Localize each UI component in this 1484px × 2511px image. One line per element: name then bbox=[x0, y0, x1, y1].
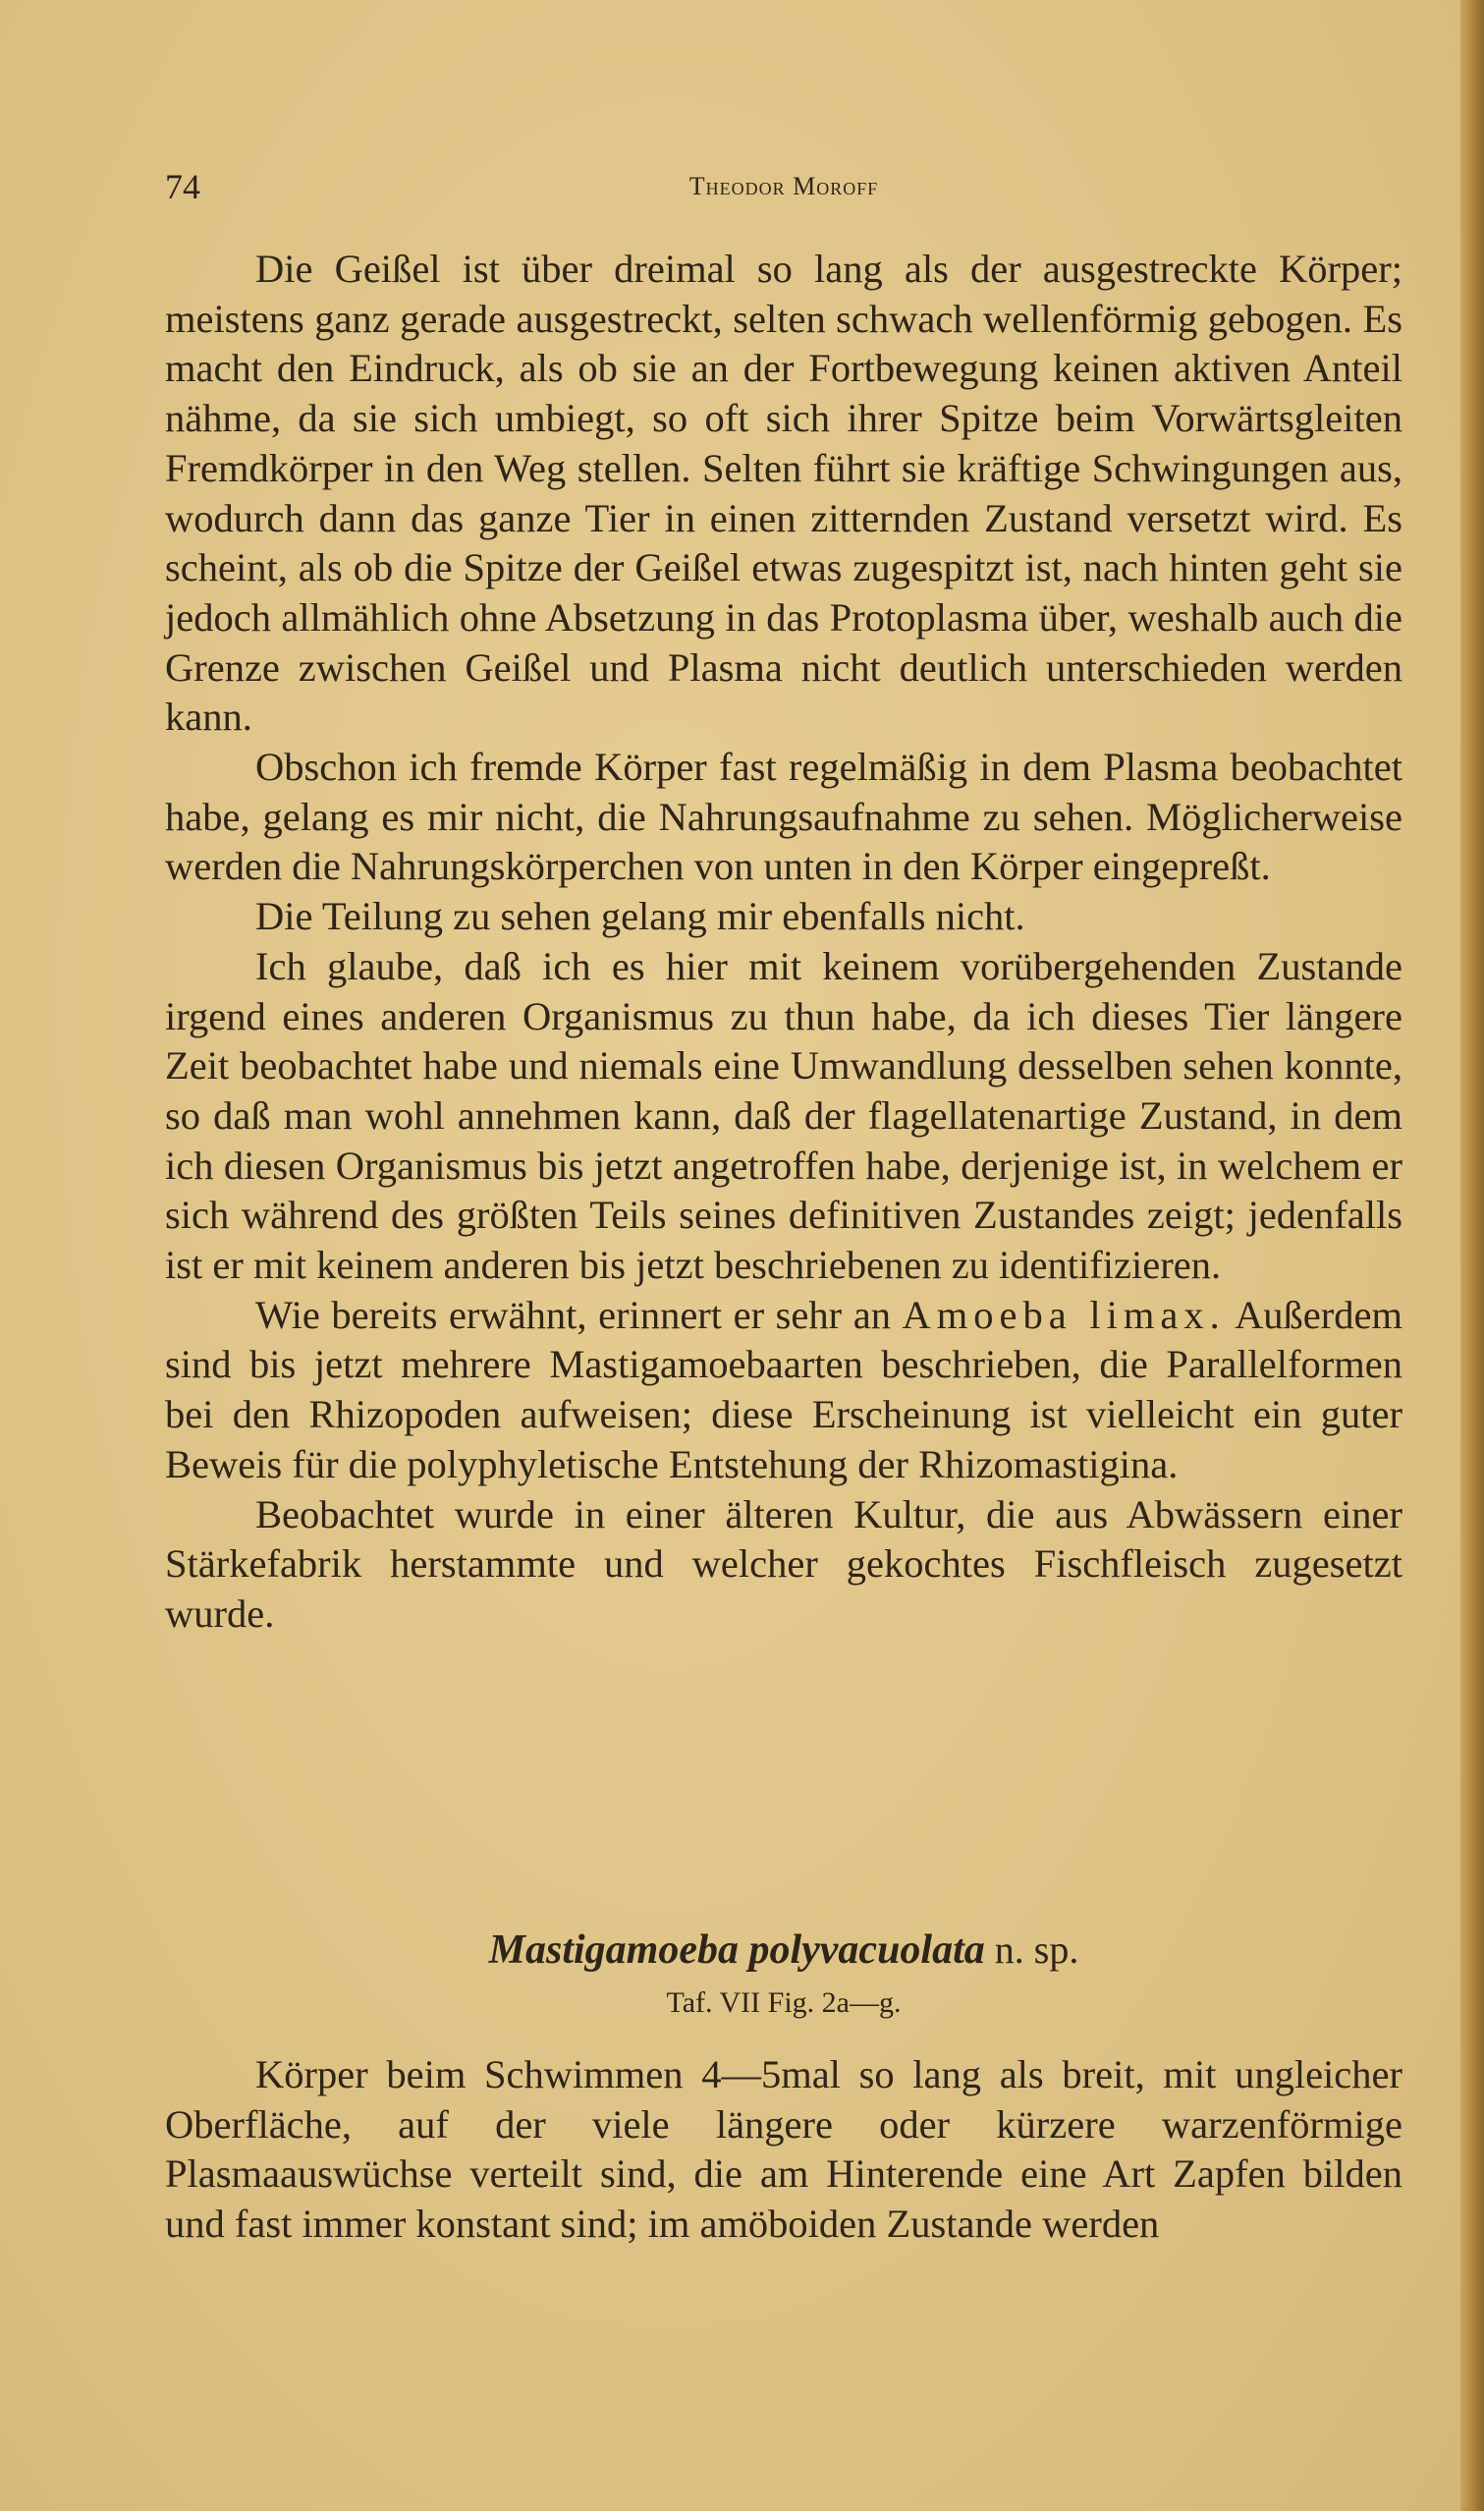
paragraph-nutrition: Obschon ich fremde Körper fast regelmäßig in dem Plasma beobachtet habe, gelang es mir nicht, die Nahrungsaufnahme zu sehen. Möglicherweise werden die Nahrungskörperchen von unten in den Körper eingepreßt. bbox=[165, 745, 1402, 889]
paragraph-flagellum: Die Geißel ist über dreimal so lang als der ausgestreckte Körper; meistens ganz gerade ausgestreckt, selten schwach wellenförmig gebogen. Es macht den Eindruck, als ob sie an der Fortbewegung keinen aktiven Anteil nähme, da sie sich umbiegt, so oft sich ihrer Spitze beim Vorwärtsgleiten Fremdkörper in den Weg stellen. Selten führt sie kräftige Schwingungen aus, wodurch dann das ganze Tier in einen zitternden Zustand versetzt wird. Es scheint, als ob die Spitze der Geißel etwas zugespitzt ist, nach hinten geht sie jedoch allmählich ohne Absetzung in das Protoplasma über, weshalb auch die Grenze zwischen Geißel und Plasma nicht deutlich unterschieden werden kann. bbox=[165, 247, 1402, 740]
species-name: Mastigamoeba polyvacuolata bbox=[488, 1927, 985, 1973]
species-heading bbox=[165, 1924, 1402, 1977]
paragraph-culture: Beobachtet wurde in einer älteren Kultur, die aus Abwässern einer Stärkefabrik herstammte und welcher gekochtes Fischfleisch zugesetzt wurde. bbox=[165, 1491, 1402, 1636]
page-header bbox=[165, 162, 1402, 211]
figure-reference: Taf. VII Fig. 2a—g. bbox=[666, 1986, 902, 2019]
running-head: Theodor Moroff bbox=[688, 172, 879, 200]
body-text-upper bbox=[165, 245, 1402, 1640]
paragraph-organism-state: Ich glaube, daß ich es hier mit keinem vorübergehenden Zustande irgend eines anderen Organismus zu thun habe, da ich dieses Tier längere Zeit beobachtet habe und niemals eine Umwandlung desselben sehen konnte, so daß man wohl annehmen kann, daß der flagellatenartige Zustand, in dem ich diesen Organismus bis jetzt angetroffen habe, derjenige ist, in welchem er sich während des größten Teils seines definitiven Zustandes zeigt; jedenfalls ist er mit keinem anderen bis jetzt beschriebenen zu identifizieren. bbox=[165, 943, 1402, 1288]
species-name-amoeba-limax: Amoeba limax. bbox=[902, 1292, 1226, 1337]
page-number: 74 bbox=[165, 167, 200, 206]
paragraph-division: Die Teilung zu sehen gelang mir ebenfalls nicht. bbox=[255, 894, 1025, 939]
page-edge bbox=[1460, 0, 1484, 2511]
paragraph-amoeba-limax-rest: Außerdem sind bis jetzt mehrere Mastigamoebaarten beschrieben, die Parallelformen bei den Rhizopoden aufweisen; diese Erscheinung ist vielleicht ein guter Beweis für die polyphyletische Entstehung der Rhizomastigina. bbox=[165, 1292, 1403, 1486]
body-text-lower bbox=[165, 2050, 1402, 2250]
paragraph-amoeba-limax-lead: Wie bereits erwähnt, erinnert er sehr an bbox=[255, 1292, 891, 1337]
species-status: n. sp. bbox=[994, 1927, 1079, 1972]
paragraph-body-description: Körper beim Schwimmen 4—5mal so lang als breit, mit ungleicher Oberfläche, auf der viele längere oder kürzere warzenförmige Plasmaauswüchse verteilt sind, die am Hinterende eine Art Zapfen bilden und fast immer konstant sind; im amöboiden Zustande werden bbox=[165, 2052, 1402, 2247]
paragraph-amoeba-limax bbox=[165, 1291, 1402, 1490]
